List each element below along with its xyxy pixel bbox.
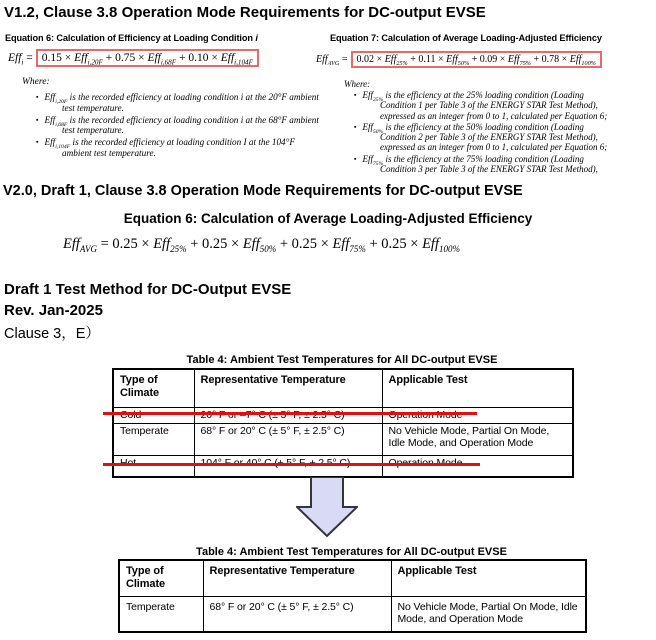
equation7-lhs: Eff$_{AVG}$ = [316,54,348,67]
v20-equation6-formula: Eff$_{AVG}$ = 0.25 × Eff$_{25\%}$ + 0.25 × Eff$_{50\%}$ + 0.25 × Eff$_{75\%}$ + 0.25 × Eff$_{100\%}$ [63,236,460,254]
cell-test [382,455,573,477]
table-header-row [113,369,573,407]
header-type-of-climate: Type of Climate [113,369,194,407]
cell-test [382,407,573,423]
table2-title: Table 4: Ambient Test Temperatures for All DC-output EVSE [196,546,507,558]
draft1-title: Draft 1 Test Method for DC-Output EVSE [4,281,292,298]
cell-climate [113,455,194,477]
strikethrough-line-cold [103,412,477,415]
section-v12-title: V1.2, Clause 3.8 Operation Mode Requirements for DC-output EVSE [4,4,486,21]
equation7-formula [316,51,602,68]
table-header-row [119,560,586,596]
equation6-highlight-box: 0.15 × Eff$_{i,20F}$ + 0.75 × Eff$_{i,68F}$ + 0.10 × Eff$_{i,104F}$ [36,49,259,67]
cell-temperature [194,407,382,423]
definition-item: ▪ Eff$_{25\%}$ is the efficiency at the 25% loading condition (Loading Condition 1 per Table 3 of the ENERGY STAR Test Method), expressed as an integer from 0 to 1, calculated per Equation 6; [354,90,620,121]
header-applicable-test: Applicable Test [391,560,586,596]
equation7-where-label: Where: [344,79,371,89]
cell-temperature: 68° F or 20° C (± 5° F, ± 2.5° C) [203,596,391,632]
header-type-of-climate: Type of Climate [119,560,203,596]
equation6-formula [8,49,259,67]
definition-item: ▪ Eff$_{50\%}$ is the efficiency at the 50% loading condition (Loading Condition 2 per Table 3 of the ENERGY STAR Test Method), expressed as an integer from 0 to 1, calculated per Equation 6; [354,122,620,153]
draft1-revision: Rev. Jan-2025 [4,302,103,319]
cell-climate: Temperate [119,596,203,632]
table-row-hot [113,455,573,477]
strikethrough-line-hot [103,463,480,466]
header-representative-temperature: Representative Temperature [203,560,391,596]
draft1-clause: Clause 3，E） [4,326,100,342]
equation6-lhs: Eff$_i$ = [8,52,33,67]
equation6-definitions [36,92,326,160]
cell-climate: Temperate [113,423,194,455]
table-row-temperate [113,423,573,455]
cell-temperature [194,455,382,477]
cell-test: No Vehicle Mode, Partial On Mode, Idle Mode, and Operation Mode [391,596,586,632]
cell-temperature: 68° F or 20° C (± 5° F, ± 2.5° C) [194,423,382,455]
table-row-cold [113,407,573,423]
table1 [112,368,574,478]
equation7-highlight-box: 0.02 × Eff$_{25\%}$ + 0.11 × Eff$_{50\%}$ + 0.09 × Eff$_{75\%}$ + 0.78 × Eff$_{100\%}$ [351,51,602,68]
section-v20-title: V2.0, Draft 1, Clause 3.8 Operation Mode Requirements for DC-output EVSE [3,183,523,199]
definition-item: ▪ Eff$_{75\%}$ is the efficiency at the 75% loading condition (Loading Condition 3 per Table 3 of the ENERGY STAR Test Method), [354,154,620,175]
table1-title: Table 4: Ambient Test Temperatures for All DC-output EVSE [186,354,498,366]
definition-item: ▪ Eff$_{i,104F}$ is the recorded efficiency at loading condition I at the 104°F ambient test temperature. [36,137,326,159]
equation7-definitions [354,90,620,175]
equation6-where-label: Where: [22,77,50,87]
definition-item: ▪ Eff$_{i,20F}$ is the recorded efficiency at loading condition i at the 20°F ambient test temperature. [36,92,326,114]
cell-test: No Vehicle Mode, Partial On Mode, Idle Mode, and Operation Mode [382,423,573,455]
table-row-temperate [119,596,586,632]
equation6-heading: Equation 6: Calculation of Efficiency at Loading Condition i [5,33,258,43]
cell-climate [113,407,194,423]
header-applicable-test: Applicable Test [382,369,573,407]
v20-equation6-heading: Equation 6: Calculation of Average Loading-Adjusted Efficiency [123,211,533,226]
equation7-heading: Equation 7: Calculation of Average Loading-Adjusted Efficiency [330,33,602,43]
definition-item: ▪ Eff$_{i,68F}$ is the recorded efficiency at loading condition i at the 68°F ambient test temperature. [36,115,326,137]
table2 [118,559,587,633]
header-representative-temperature: Representative Temperature [194,369,382,407]
down-arrow-icon [296,477,358,538]
